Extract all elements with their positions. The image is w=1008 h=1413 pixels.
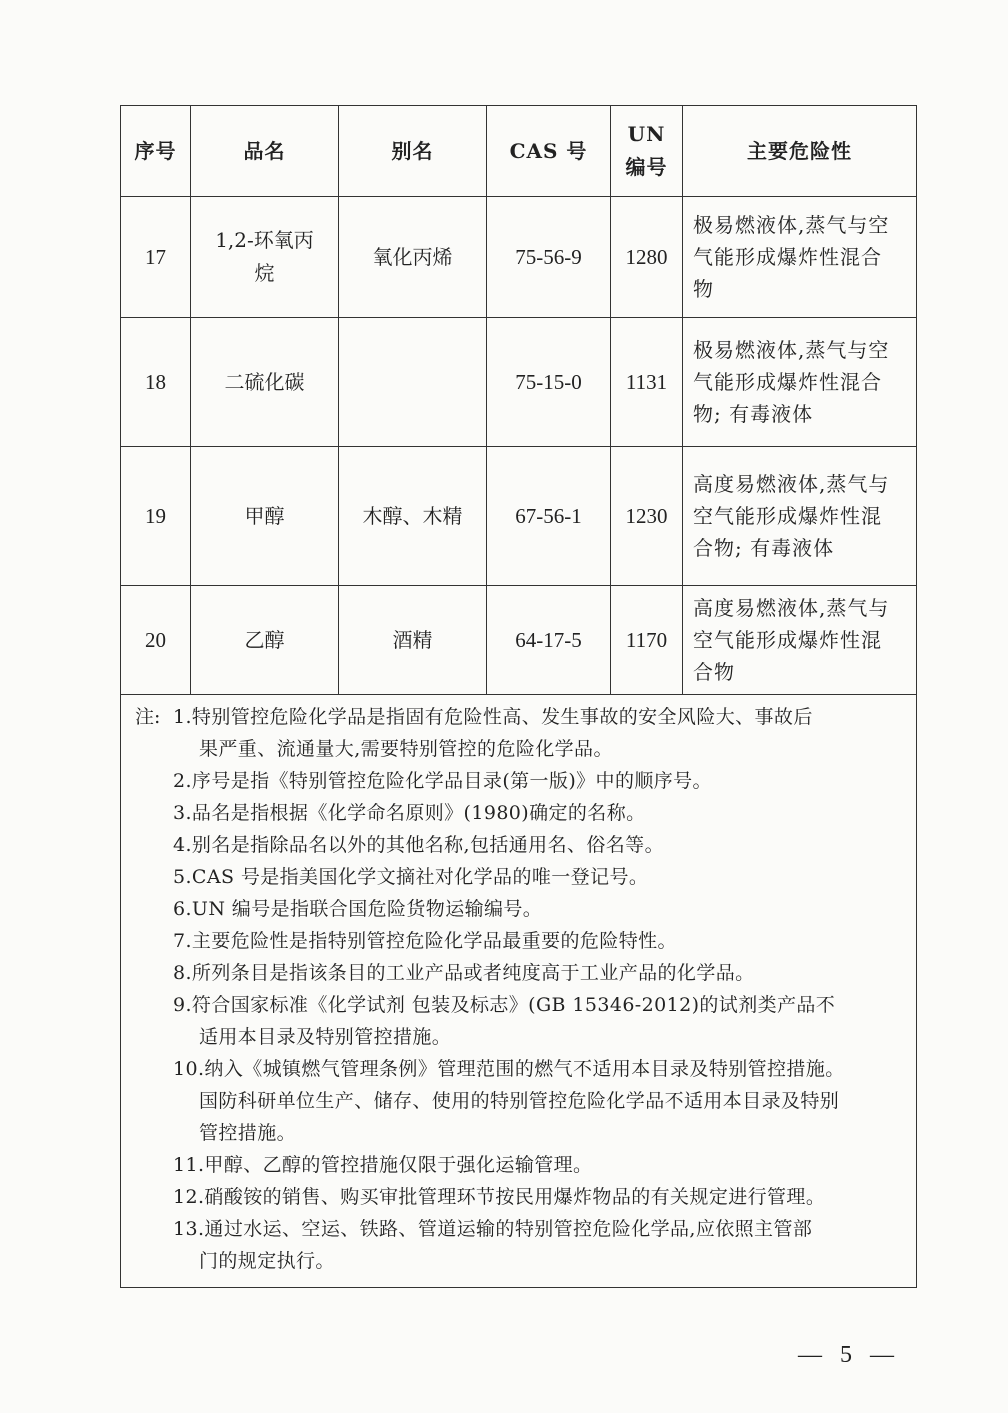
cell-alias <box>339 318 487 447</box>
cell-hazard <box>683 318 917 447</box>
notes-cell <box>121 695 917 1288</box>
table-header-row <box>121 106 917 197</box>
header-un-line2: 编号 <box>625 155 668 179</box>
hazard-line: 极易燃液体,蒸气与空 <box>693 213 890 237</box>
cell-name-line: 1,2-环氧丙 <box>215 228 314 252</box>
note-item-continuation: 国防科研单位生产、储存、使用的特别管控危险化学品不适用本目录及特别 <box>199 1090 840 1112</box>
note-item: 8.所列条目是指该条目的工业产品或者纯度高于工业产品的化学品。 <box>173 962 755 984</box>
hazard-line: 气能形成爆炸性混合 <box>693 370 882 394</box>
note-item-continuation: 管控措施。 <box>199 1122 297 1144</box>
notes-prefix: 注: <box>135 706 161 728</box>
cell-alias: 酒精 <box>339 586 487 695</box>
note-item: 9.符合国家标准《化学试剂 包装及标志》(GB 15346-2012)的试剂类产品不 <box>173 994 836 1016</box>
cell-alias: 氧化丙烯 <box>339 197 487 318</box>
document-page <box>120 105 912 1288</box>
cell-serial: 19 <box>121 447 191 586</box>
cell-un: 1170 <box>611 586 683 695</box>
cell-cas: 75-15-0 <box>487 318 611 447</box>
hazard-line: 空气能形成爆炸性混 <box>693 628 882 652</box>
note-item-continuation: 门的规定执行。 <box>199 1250 335 1272</box>
hazard-line: 合物 <box>693 660 735 684</box>
hazard-line: 物; 有毒液体 <box>693 402 814 426</box>
header-alias: 别名 <box>339 106 487 197</box>
cell-hazard <box>683 447 917 586</box>
notes-list <box>135 701 906 1277</box>
header-un <box>611 106 683 197</box>
cell-name: 二硫化碳 <box>191 318 339 447</box>
cell-serial: 20 <box>121 586 191 695</box>
note-item-continuation: 果严重、流通量大,需要特别管控的危险化学品。 <box>199 738 613 760</box>
cell-name: 乙醇 <box>191 586 339 695</box>
header-cas: CAS 号 <box>487 106 611 197</box>
hazard-line: 高度易燃液体,蒸气与 <box>693 596 890 620</box>
page-number: — 5 — <box>798 1342 900 1368</box>
cell-cas: 67-56-1 <box>487 447 611 586</box>
header-hazard: 主要危险性 <box>683 106 917 197</box>
cell-un: 1230 <box>611 447 683 586</box>
hazard-line: 合物; 有毒液体 <box>693 536 835 560</box>
cell-alias: 木醇、木精 <box>339 447 487 586</box>
table-row <box>121 447 917 586</box>
note-item: 5.CAS 号是指美国化学文摘社对化学品的唯一登记号。 <box>173 866 649 888</box>
chemicals-table <box>120 105 917 1288</box>
table-row <box>121 586 917 695</box>
cell-serial: 17 <box>121 197 191 318</box>
table-row <box>121 318 917 447</box>
hazard-line: 气能形成爆炸性混合 <box>693 245 882 269</box>
cell-un: 1131 <box>611 318 683 447</box>
note-item: 6.UN 编号是指联合国危险货物运输编号。 <box>173 898 543 920</box>
note-item: 1.特别管控危险化学品是指固有危险性高、发生事故的安全风险大、事故后 <box>173 706 813 728</box>
header-serial: 序号 <box>121 106 191 197</box>
hazard-line: 空气能形成爆炸性混 <box>693 504 882 528</box>
note-item: 10.纳入《城镇燃气管理条例》管理范围的燃气不适用本目录及特别管控措施。 <box>173 1058 845 1080</box>
cell-serial: 18 <box>121 318 191 447</box>
note-item: 3.品名是指根据《化学命名原则》(1980)确定的名称。 <box>173 802 646 824</box>
cell-cas: 64-17-5 <box>487 586 611 695</box>
cell-hazard <box>683 586 917 695</box>
cell-cas: 75-56-9 <box>487 197 611 318</box>
cell-name: 甲醇 <box>191 447 339 586</box>
cell-name-line: 烷 <box>254 261 275 285</box>
hazard-line: 物 <box>693 277 714 301</box>
cell-name <box>191 197 339 318</box>
hazard-line: 高度易燃液体,蒸气与 <box>693 472 890 496</box>
notes-row <box>121 695 917 1288</box>
note-item: 2.序号是指《特别管控危险化学品目录(第一版)》中的顺序号。 <box>173 770 712 792</box>
table-row <box>121 197 917 318</box>
note-item: 7.主要危险性是指特别管控危险化学品最重要的危险特性。 <box>173 930 677 952</box>
cell-hazard <box>683 197 917 318</box>
note-item: 12.硝酸铵的销售、购买审批管理环节按民用爆炸物品的有关规定进行管理。 <box>173 1186 826 1208</box>
note-item-continuation: 适用本目录及特别管控措施。 <box>199 1026 452 1048</box>
note-item: 4.别名是指除品名以外的其他名称,包括通用名、俗名等。 <box>173 834 664 856</box>
header-un-line1: UN <box>627 122 666 146</box>
header-name: 品名 <box>191 106 339 197</box>
note-item: 13.通过水运、空运、铁路、管道运输的特别管控危险化学品,应依照主管部 <box>173 1218 813 1240</box>
note-item: 11.甲醇、乙醇的管控措施仅限于强化运输管理。 <box>173 1154 593 1176</box>
cell-un: 1280 <box>611 197 683 318</box>
hazard-line: 极易燃液体,蒸气与空 <box>693 338 890 362</box>
